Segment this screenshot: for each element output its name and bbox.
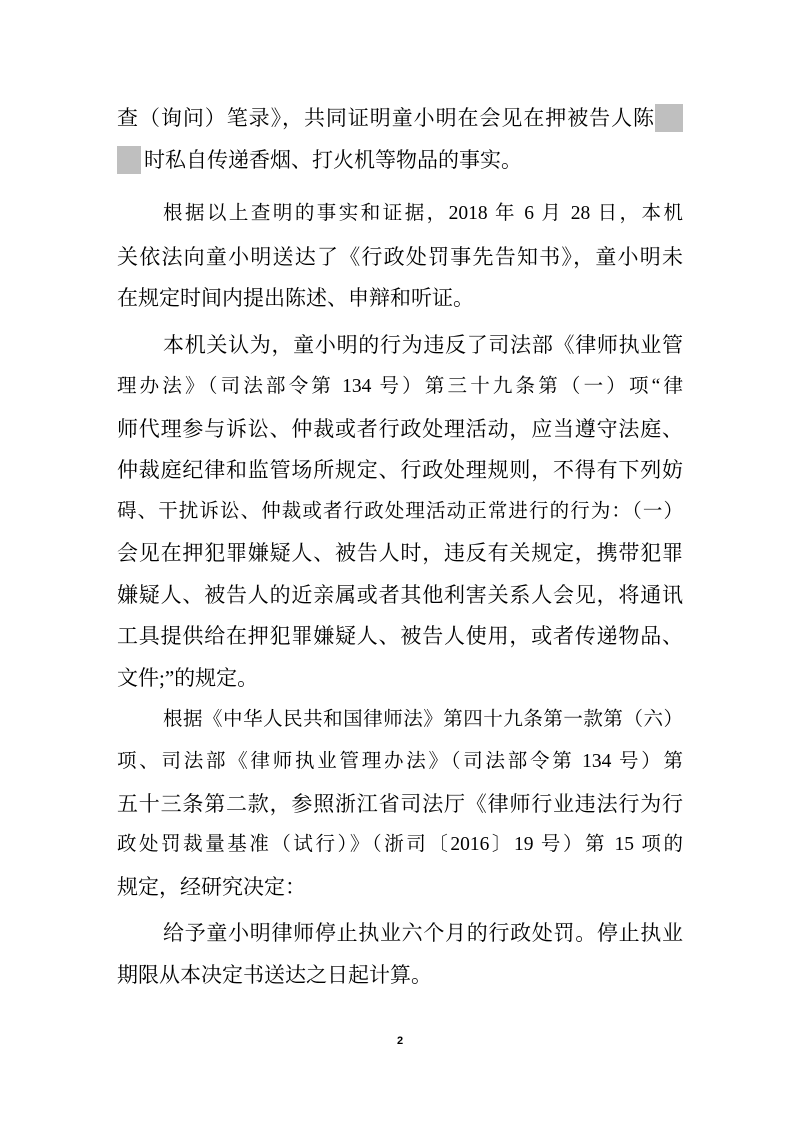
text-line: 五十三条第二款，参照浙江省司法厅《律师行业违法行为行: [117, 792, 683, 816]
text-line: 项、司法部《律师执业管理办法》（司法部令第 134 号）第: [117, 751, 683, 772]
text-line: 根据以上查明的事实和证据，2018 年 6 月 28 日，本机: [163, 203, 683, 224]
redaction-box: [117, 146, 141, 174]
text-line: 关依法向童小明送达了《行政处罚事先告知书》，童小明未: [117, 245, 683, 269]
text-line: 给予童小明律师停止执业六个月的行政处罚。停止执业: [163, 921, 683, 945]
text-line: 会见在押犯罪嫌疑人、被告人时，违反有关规定，携带犯罪: [117, 541, 683, 565]
text-line: 理办法》（司法部令第 134 号）第三十九条第（一）项“律: [117, 376, 683, 397]
text-line: 工具提供给在押犯罪嫌疑人、被告人使用，或者传递物品、: [117, 624, 683, 648]
text-line: 根据《中华人民共和国律师法》第四十九条第一款第（六）: [163, 709, 683, 730]
text-line: 规定，经研究决定：: [117, 875, 306, 899]
text-line: 在规定时间内提出陈述、申辩和听证。: [117, 286, 474, 310]
text-line: 仲裁庭纪律和监管场所规定、行政处理规则，不得有下列妨: [117, 458, 683, 482]
text-line: [117, 104, 683, 132]
text-line: [117, 146, 683, 174]
text-line: 期限从本决定书送达之日起计算。: [117, 963, 432, 987]
text-line: 政处罚裁量基准（试行）》（浙司〔2016〕19 号）第 15 项的: [117, 834, 683, 855]
page-number: 2: [396, 1035, 404, 1047]
text-line: 文件;”的规定。: [117, 666, 259, 690]
text-line: 碍、干扰诉讼、仲裁或者行政处理活动正常进行的行为：（一）: [117, 501, 683, 522]
text-line: 师代理参与诉讼、仲裁或者行政处理活动，应当遵守法庭、: [117, 417, 683, 441]
text-line-content: 查（询问）笔录》，共同证明童小明在会见在押被告人陈: [117, 106, 655, 130]
text-line-content: 时私自传递香烟、打火机等物品的事实。: [144, 148, 522, 172]
text-line: 本机关认为，童小明的行为违反了司法部《律师执业管: [163, 333, 683, 357]
redaction-box: [655, 104, 683, 132]
text-line: 嫌疑人、被告人的近亲属或者其他利害关系人会见，将通讯: [117, 583, 683, 607]
